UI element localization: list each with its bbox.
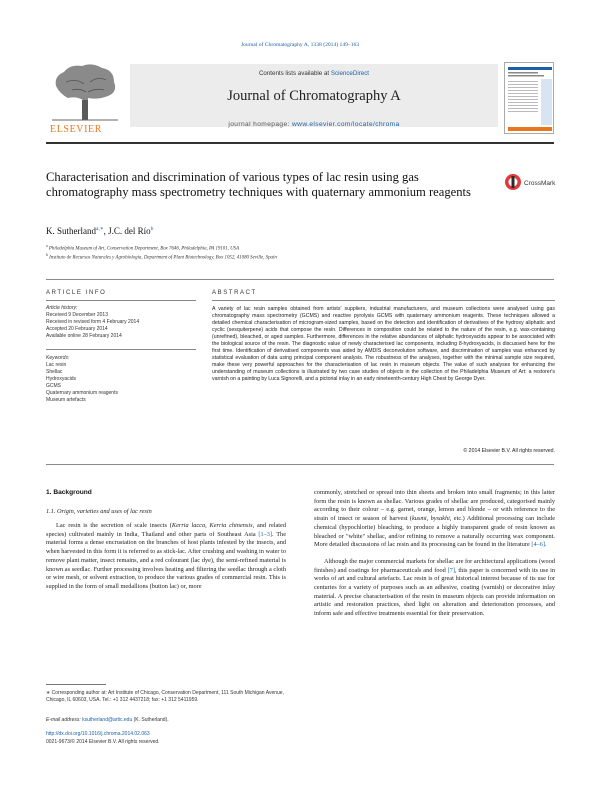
- citation-link[interactable]: [1–3]: [258, 530, 272, 538]
- body-paragraph: [314, 489, 555, 550]
- section-heading-background: 1. Background: [46, 489, 92, 496]
- abstract-heading: ABSTRACT: [212, 290, 257, 296]
- contents-line: [130, 70, 498, 77]
- sciencedirect-link[interactable]: ScienceDirect: [330, 70, 370, 77]
- keyword-item: Shellac: [46, 369, 63, 375]
- abstract-text: A variety of lac resin samples obtained from artists' suppliers, industrial manufacturers, and museum collections were analysed using gas chromatography mass spectrometry (GCMS) and reactive pyrolysis GCMS with quaternary ammonium reagents. These techniques allowed a detailed chemical characterisation of microgram-sized samples, based on the detection and identification of derivatives of the hydroxy aliphatic and cyclic (sesquiterpene) acids that compose the resin. Differences in composition could be related to the nature of the resin, e.g. wax-containing (unrefined), bleached, or aged samples. Furthermore, differences in the relative abundances of aliphatic hydroxyacids appear to be associated with the biological source of the resin. The diagnostic value of newly characterised lac components, including 8-hydroxyacids, is discussed here for the first time. Identification of derivatised components was aided by AMDIS deconvolution software, and discrimination of samples was enhanced by statistical evaluation of data using principal component analysis. The robustness of the analyses, together with the minimal sample size required, make these very powerful approaches for the characterisation of lac resin in museum objects. The value of such analyses for enhancing the understanding of museum collections is illustrated by two case studies of objects in the collection of the Philadelphia Museum of Art: a restorer's varnish on a painting by Luca Signorelli, and a pictorial inlay in an early nineteenth-century High Chest by George Dyer.: [212, 306, 555, 383]
- body-paragraph: [46, 522, 286, 592]
- homepage-prefix: journal homepage:: [228, 121, 290, 128]
- history-label: Article history:: [46, 305, 78, 311]
- crossmark-label: CrossMark: [524, 180, 556, 187]
- species-name: Kerria lacca, Kerria chinensis: [171, 522, 253, 529]
- journal-title: Journal of Chromatography A: [227, 88, 401, 104]
- citation-link[interactable]: [4–6]: [531, 541, 545, 549]
- info-divider: [46, 349, 196, 350]
- section-divider: [46, 464, 554, 465]
- body-column-right: [314, 489, 555, 619]
- doi-line: [46, 731, 286, 738]
- author-name: K. Sutherland: [46, 226, 96, 236]
- keywords-label: Keywords:: [46, 355, 70, 361]
- keyword-item: Quaternary ammonium reagents: [46, 390, 118, 396]
- journal-cover-image: [504, 62, 554, 134]
- homepage-link[interactable]: www.elsevier.com/locate/chroma: [292, 121, 400, 128]
- text-run: commonly, stretched or spread into thin sheets and broken into small fragments; in this latter form the resin is known as shellac. Various grades of shellac are produced, categorised mainly according to their colour – e.g. garnet, orange, lemon and blonde – or with reference to the strain of insect or season of harvest (: [314, 489, 555, 523]
- info-divider: [46, 300, 196, 301]
- text-run: , this paper is concerned with its use in works of art and cultural artefacts. Lac resin is of great historical interest because of its use for centuries for a variety of purposes such as an adhesive, coating (varnish) or decorative inlay material. A precise characterisation of the resin in museum objects can provide information on artistic and restoration practices, shed light on alteration and deterioration processes, and inform safe and effective treatments essential for their preservation.: [314, 566, 555, 618]
- corresponding-author-note: [46, 690, 286, 704]
- crossmark-badge[interactable]: [504, 172, 558, 192]
- email-note: [46, 717, 286, 724]
- body-paragraph: [314, 558, 555, 619]
- affiliation-b: [46, 253, 277, 261]
- author-sup[interactable]: b: [150, 226, 154, 232]
- history-item: Received in revised form 4 February 2014: [46, 319, 140, 325]
- text-run: , and related species) cultivated mainly in India, Thailand and other parts of Southeast Asia: [46, 522, 286, 538]
- affiliation-a: [46, 244, 239, 252]
- affiliation-marker: a: [46, 244, 48, 248]
- header-divider: [46, 142, 554, 144]
- email-suffix: (K. Sutherland).: [133, 717, 169, 723]
- subsection-heading-origin: 1.1. Origin, varieties and uses of lac resin: [46, 508, 152, 515]
- keyword-item: Museum artefacts: [46, 397, 86, 403]
- crossmark-icon: [504, 172, 558, 192]
- footnote-text: Corresponding author at: Art Institute of Chicago, Conservation Department, 111 South Michigan Avenue, Chicago, IL 60603, USA. Tel.: +1 312 4437218; fax: +1 312 5411959.: [46, 690, 284, 703]
- footnote-rule: [46, 684, 106, 685]
- affiliation-text: Instituto de Recursos Naturales y Agrobiología, Department of Plant Biotechnology, Box 1052, 41080 Seville, Spain: [49, 255, 277, 261]
- citation-link[interactable]: [7]: [447, 566, 455, 574]
- article-title: Characterisation and discrimination of various types of lac resin using gas chromatography mass spectrometry techniques with quaternary ammonium reagents: [46, 170, 471, 200]
- history-item: Received 9 December 2013: [46, 312, 108, 318]
- contents-prefix: Contents lists available at: [258, 70, 330, 77]
- author-name: , J.C. del Río: [103, 226, 151, 236]
- footnote-marker: ∗: [46, 690, 51, 696]
- abstract-divider: [212, 300, 555, 301]
- keyword-item: Lac resin: [46, 362, 67, 368]
- elsevier-wordmark: ELSEVIER: [50, 124, 103, 135]
- history-item: Available online 28 February 2014: [46, 333, 122, 339]
- abstract-copyright: © 2014 Elsevier B.V. All rights reserved.: [463, 448, 555, 454]
- email-label: E-mail address:: [46, 717, 81, 723]
- keywords: [46, 355, 196, 404]
- affiliation-text: Philadelphia Museum of Art, Conservation Department, Box 7646, Philadelphia, PA 19101, USA: [48, 246, 240, 252]
- text-run: . The material forms a dense encrustation on the branches of host plants infested by the insects, and when harvested in this form it is referred to as stick-lac. After crushing and washing in water to remove plant matter, insect remains, and a red colourant (lac dye), the semi-refined material is known as seedlac. Further processing involves heating and filtering the seedlac through a cloth or wire mesh, or solvent extraction, to produce the various grades of commercial resin. This is supplied in the form of small medallions (button lac) or, more: [46, 530, 286, 590]
- journal-reference[interactable]: Journal of Chromatography A, 1338 (2014) 149–163: [240, 42, 360, 48]
- author-sup[interactable]: a,∗: [96, 226, 104, 232]
- body-column-left: [46, 522, 286, 592]
- keyword-item: GCMS: [46, 383, 61, 389]
- article-history: [46, 305, 196, 340]
- text-run: , etc.) Additional processing can include chemical (hypochlorite) bleaching, to produce a highly transparent grade of resin known as bleached or "white" shellac, and/or refining to remove a naturally occurring wax component. More detailed discussions of lac resin and its processing can be found in the literature: [314, 515, 555, 549]
- text-run: Although the major commercial markets for shellac are for architectural applications (wood finishes) and coatings for pharmaceuticals and food: [314, 557, 555, 574]
- issn-line: 0021-9673/© 2014 Elsevier B.V. All rights reserved.: [46, 739, 160, 745]
- email-link[interactable]: ksutherland@artic.edu: [82, 717, 133, 723]
- keyword-item: Hydroxyacids: [46, 376, 77, 382]
- affiliation-marker: b: [46, 253, 48, 257]
- text-run: Lac resin is the secretion of scale insects (: [56, 522, 172, 529]
- article-info-heading: ARTICLE INFO: [46, 290, 107, 296]
- author-list: [46, 226, 153, 236]
- doi-link[interactable]: http://dx.doi.org/10.1016/j.chroma.2014.02.063: [46, 731, 150, 737]
- history-item: Accepted 20 February 2014: [46, 326, 108, 332]
- journal-homepage: [130, 121, 498, 128]
- section-divider: [46, 279, 554, 280]
- variety-name: kusmi, bysakhi: [411, 515, 450, 523]
- text-run: .: [545, 541, 547, 549]
